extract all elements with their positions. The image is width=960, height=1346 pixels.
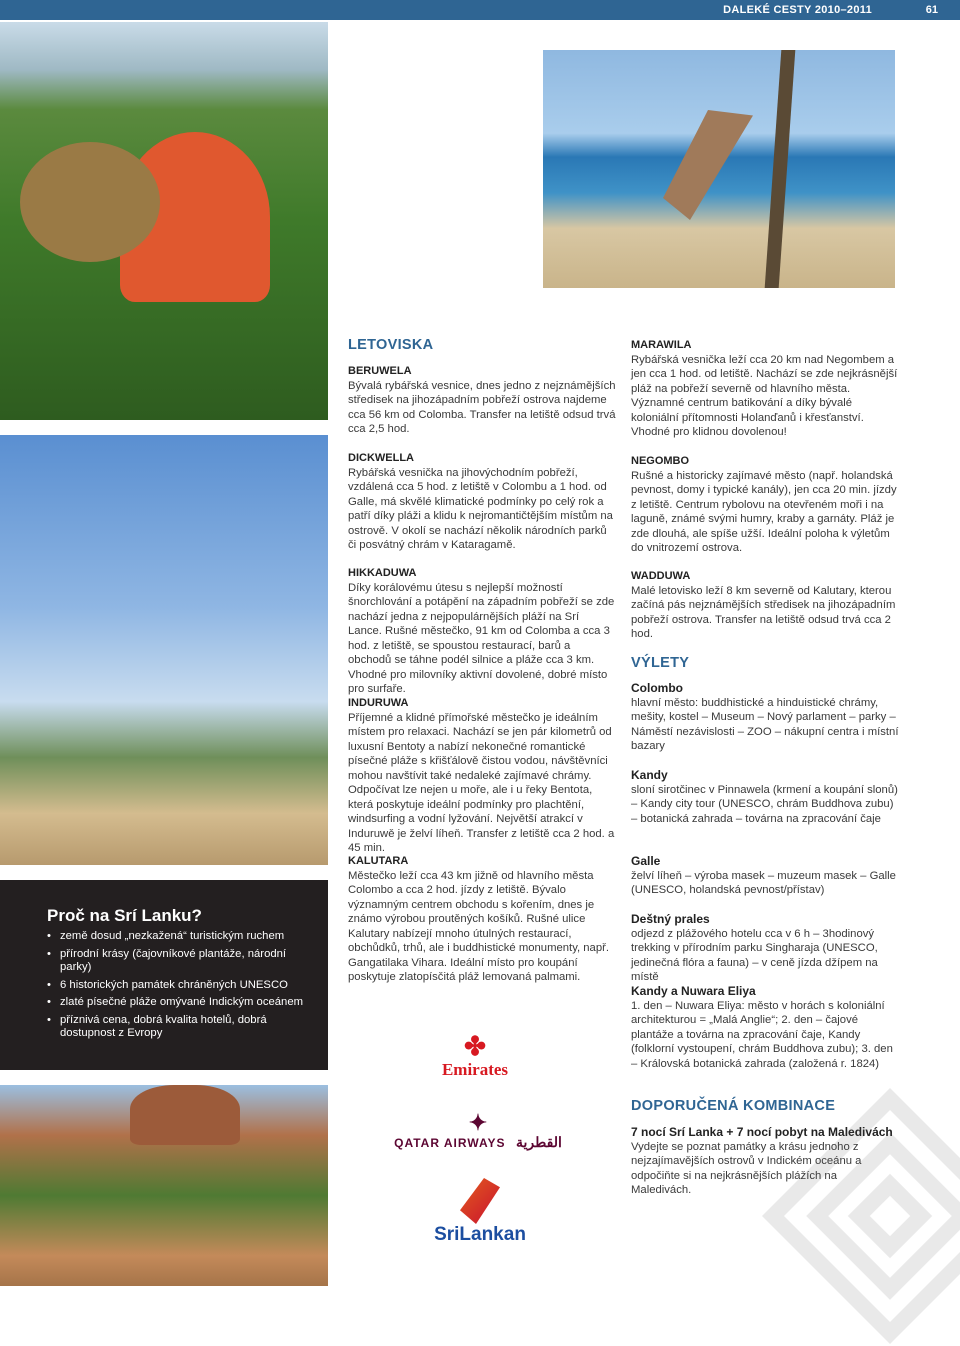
resort-hikkaduwa [348, 566, 616, 697]
resort-text: Malé letovisko leží 8 km severně od Kalutary, kterou začíná pás nejznámějších středisek na jihozápadním pobřeží ostrova. Transfer na letiště odsud trvá cca 2 hod. [631, 584, 896, 640]
page-number: 61 [925, 4, 938, 16]
trip-text: hlavní město: buddhistické a hinduistické chrámy, mešity, kostel – Museum – Nový parlament – parky – Náměstí nezávislosti – ZOO – nákupní centra i místní bazary [631, 696, 899, 752]
catalog-title: DALEKÉ CESTY 2010–2011 [723, 4, 872, 16]
why-title: Proč na Srí Lanku? [47, 906, 202, 925]
heading-letoviska: LETOVISKA [348, 337, 434, 353]
srilankan-logo: SriLankan [425, 1178, 535, 1246]
resort-name: DICKWELLA [348, 452, 414, 464]
resort-name: INDURUWA [348, 697, 409, 709]
why-sri-lanka-box [0, 880, 328, 1070]
why-item: • zlaté písečné pláže omývané Indickým oceánem [47, 996, 308, 1010]
photo-beach-boat [543, 50, 895, 288]
resort-text: Bývalá rybářská vesnice, dnes jedno z nejznámějších středisek na jihozápadním pobřeží ostrova najdeme cca 56 km od Colomba. Transfer na letiště odsud trvá cca 2,5 hod. [348, 379, 616, 435]
photo-tea-picker [0, 22, 328, 420]
why-item: • přírodní krásy (čajovníkové plantáže, národní parky) [47, 948, 308, 975]
resort-dickwella [348, 451, 616, 553]
resort-negombo [631, 454, 899, 556]
why-item: • země dosud „nezkažená“ turistickým ruchem [47, 930, 308, 944]
trip-name: Kandy a Nuwara Eliya [631, 984, 756, 998]
resort-text: Městečko leží cca 43 km jižně od hlavního města Colombo a cca 2 hod. jízdy z letiště. Bývalo významným centrem obchodu s kořením, dnes je známo výrobou proutěných košíků. Rušné ulice Kalutary nabízejí mnoho útulných restaurací, obchůdků, trhů, ale i buddhistické monumenty, např. Gangatilaka Vihara. Ideální místo pro koupání poskytuje zlatopísčitá pláž lemovaná palmami. [348, 869, 610, 983]
photo-sigiriya-monks [0, 1085, 328, 1286]
resort-name: NEGOMBO [631, 455, 690, 467]
trip-galle [631, 854, 899, 898]
trip-name: Colombo [631, 681, 683, 695]
header-bar [0, 0, 960, 20]
resort-text: Díky korálovému útesu s nejlepší možností šnorchlování a potápění na západním pobřeží se zde nachází jedna z nejpopulárnějších pláží na Srí Lance. Rušné městečko, 91 km od Colomba a cca 3 hod. z letiště, se spoustou restaurací, barů a obchodů se táhne podél silnice a pláže cca 3 km. Vhodné pro milovníky aktivní dovolené, dobré místo pro surfaře. [348, 581, 615, 695]
peacock-icon [460, 1178, 500, 1224]
oryx-icon: ✦ [468, 1110, 488, 1135]
emirates-emblem-icon: ✤ [464, 1031, 486, 1061]
resort-name: WADDUWA [631, 570, 691, 582]
trip-text: odjezd z plážového hotelu cca v 6 h – 3hodinový trekking v přírodním parku Singharaja (UNESCO, jedinečná flóra a fauna) – v ceně jízda džípem na místě [631, 927, 878, 983]
trip-rainforest [631, 912, 899, 985]
resort-name: KALUTARA [348, 855, 409, 867]
trip-kandy [631, 768, 899, 826]
trip-kandy-nuwara-eliya [631, 984, 899, 1071]
heading-vylety: VÝLETY [631, 655, 690, 671]
trip-text: želví líheň – výroba masek – muzeum masek – Galle (UNESCO, holandská pevnost/přístav) [631, 869, 896, 896]
resort-wadduwa [631, 569, 899, 642]
resort-kalutara [348, 854, 616, 985]
trip-text: sloní sirotčinec v Pinnawela (krmení a koupání slonů) – Kandy city tour (UNESCO, chrám Buddhova zubu) – botanická zahrada – továrna na zpracování čaje [631, 783, 898, 825]
decorative-pattern-watermark [760, 1086, 960, 1346]
heading-kombinace: DOPORUČENÁ KOMBINACE [631, 1098, 836, 1114]
trip-colombo [631, 681, 899, 754]
combination-text: Vydejte se poznat památky a krásu jednoho z nejzajímavějších ostrovů v Indickém oceánu a odpočiňte si na nejkrásnějších plážích na Maledivách. [631, 1140, 862, 1196]
photo-palm-beach [0, 435, 328, 865]
resort-text: Rybářská vesnička leží cca 20 km nad Negombem a jen cca 1 hod. od letiště. Nachází se zde nejkrásnější pláž na pobřeží severně od hlavního města. Významné centrum batikování a díky bývalé koloniální přítomnosti Holanďanů i křesťanství. Vhodné pro klidnou dovolenou! [631, 353, 898, 438]
emirates-logo: ✤ Emirates [430, 1032, 520, 1080]
resort-name: MARAWILA [631, 339, 692, 351]
trip-name: Kandy [631, 768, 668, 782]
resort-beruwela [348, 364, 616, 437]
resort-marawila [631, 338, 899, 440]
trip-text: 1. den – Nuwara Eliya: město v horách s koloniální architekturou = „Malá Anglie“; 2. den – čajové plantáže a továrna na zpracování čaje, Kandy (folklorní vystoupení, chrám Buddhova zubu); 3. den – Královská botanická zahrada (založená r. 1824) [631, 999, 893, 1070]
why-item: • 6 historických památek chráněných UNESCO [47, 979, 308, 993]
resort-text: Rybářská vesnička na jihovýchodním pobřeží, vzdálená cca 5 hod. z letiště v Colombu a 1 hod. od Galle, má skvělé klimatické podmínky po celý rok a patří díky pláži a klidu k nejromantičtějším místům na ostrově. V okolí se nachází několik národních parků či posvátný chrám v Kataragamě. [348, 466, 613, 551]
why-item: • příznivá cena, dobrá kvalita hotelů, dobrá dostupnost z Evropy [47, 1014, 308, 1041]
resort-induruwa [348, 696, 616, 856]
combination-title: 7 nocí Srí Lanka + 7 nocí pobyt na Maledivách [631, 1125, 893, 1139]
resort-name: HIKKADUWA [348, 567, 417, 579]
resort-text: Rušné a historicky zajímavé město (např. holandská pevnost, domy i typické kanály), jen cca 20 min. jízdy z letiště. Centrum rybolovu na otevřeném moři i na laguně, známé svými humry, kraby a garnáty. Pláž je zde dlouhá, ale spíše užší. Ideální poloha k výletům do vnitrozemí ostrova. [631, 469, 897, 554]
resort-text: Příjemné a klidné přímořské městečko je ideálním místem pro relaxaci. Nachází se jen pár kilometrů od luxusní Bentoty a nabízí nekonečné romantické písečné pláže s křišťálově čistou vodou, návštěvníci mohou navštívit také nedaleké zajímavé chrámy. Odpočívat lze nejen u moře, ale i u řeky Bentota, která poskytuje ideální podmínky pro plachtění, windsurfing a vodní lyžování. Největší atrakcí v Induruwě je želví líheň. Transfer z letiště cca 2 hod. a 45 min. [348, 711, 615, 854]
resort-name: BERUWELA [348, 365, 412, 377]
trip-name: Galle [631, 854, 661, 868]
trip-name: Deštný prales [631, 912, 710, 926]
qatar-airways-logo: ✦ QATAR AIRWAYS القطرية [388, 1112, 568, 1152]
